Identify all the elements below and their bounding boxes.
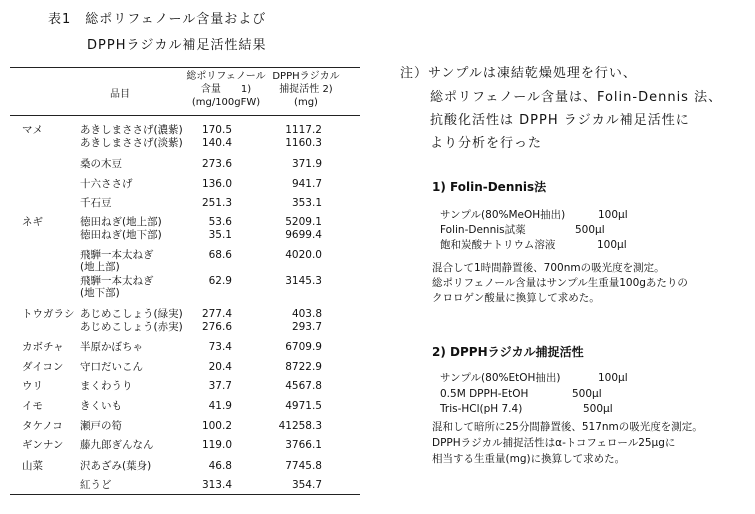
header-dpph-line2: 捕捉活性 2) — [279, 84, 333, 95]
row-poly-value: 53.6 — [208, 216, 232, 228]
row-dpph-value: 3766.1 — [285, 439, 322, 451]
note-line4: より分析を行った — [430, 136, 543, 151]
row-item: 半原かぼちゃ — [80, 341, 143, 353]
method1-reagent3-name: 飽和炭酸ナトリウム溶液 — [440, 239, 556, 251]
method1-reagent2-name: Folin-Dennis試薬 — [440, 224, 526, 236]
row-dpph-value: 293.7 — [291, 321, 322, 333]
note-line2: 総ポリフェノール含量は、Folin-Dennis 法、 — [430, 90, 723, 105]
header-poly-line3: (mg/100gFW) — [191, 97, 261, 108]
header-item: 品目 — [110, 89, 130, 100]
category-label: ネギ — [22, 216, 43, 228]
row-item: 十六ささげ — [80, 178, 133, 190]
row-item: 守口だいこん — [80, 361, 143, 373]
row-item: 徳田ねぎ(地下部) — [80, 229, 162, 241]
category-label: イモ — [22, 400, 43, 412]
header-poly-line2: 含量 1) — [200, 84, 252, 95]
row-dpph-value: 6709.9 — [285, 341, 322, 353]
category-label: ウリ — [22, 380, 43, 392]
row-poly-value: 100.2 — [201, 420, 232, 432]
row-item: あじめこしょう(緑実) — [80, 308, 183, 320]
method1-reagent2-amount: 500μl — [575, 224, 605, 236]
method2-text1: 混和して暗所に25分間静置後、517nmの吸光度を測定。 — [432, 421, 703, 433]
method2-reagent2-name: 0.5M DPPH-EtOH — [440, 388, 529, 400]
row-item: 徳田ねぎ(地上部) — [80, 216, 162, 228]
row-dpph-value: 941.7 — [291, 178, 322, 190]
row-item: 飛騨一本太ねぎ — [80, 275, 154, 287]
header-poly-line1: 総ポリフェノール — [186, 71, 266, 82]
row-dpph-value: 8722.9 — [285, 361, 322, 373]
row-dpph-value: 4567.8 — [285, 380, 322, 392]
row-poly-value: 20.4 — [208, 361, 232, 373]
row-item-sub: (地下部) — [80, 287, 120, 299]
row-item: あきしまささげ(淡紫) — [80, 137, 183, 149]
row-poly-value: 273.6 — [201, 158, 232, 170]
category-label: ダイコン — [22, 361, 64, 373]
method2-reagent3-name: Tris-HCl(pH 7.4) — [440, 403, 523, 415]
header-dpph-line1: DPPHラジカル — [272, 71, 340, 82]
row-poly-value: 277.4 — [201, 308, 232, 320]
row-poly-value: 313.4 — [201, 479, 232, 491]
method2-reagent2-amount: 500μl — [572, 388, 602, 400]
category-label: 山菜 — [22, 460, 43, 472]
method2-text3: 相当する生重量(mg)に換算して求めた。 — [432, 453, 626, 465]
row-dpph-value: 9699.4 — [285, 229, 322, 241]
row-item: 桑の木豆 — [80, 158, 122, 170]
row-poly-value: 276.6 — [201, 321, 232, 333]
row-item: 沢あざみ(葉身) — [80, 460, 152, 472]
table-bottom-rule — [10, 494, 360, 495]
method1-heading: 1) Folin-Dennis法 — [432, 180, 547, 194]
row-poly-value: 136.0 — [201, 178, 232, 190]
row-item: 藤九郎ぎんなん — [80, 439, 154, 451]
table-top-rule — [10, 67, 360, 68]
table-title-line1: 表1 総ポリフェノール含量および — [48, 12, 267, 27]
note-line1: 注）サンプルは凍結乾燥処理を行い、 — [400, 66, 637, 81]
method1-text3: クロロゲン酸量に換算して求めた。 — [432, 292, 600, 304]
category-label: カボチャ — [22, 341, 64, 353]
note-line3: 抗酸化活性は DPPH ラジカル補足活性に — [430, 113, 690, 128]
method2-heading: 2) DPPHラジカル捕捉活性 — [432, 345, 584, 359]
row-dpph-value: 4971.5 — [285, 400, 322, 412]
row-item: 瀬戸の筍 — [80, 420, 122, 432]
method2-reagent1-name: サンプル(80%EtOH抽出) — [440, 372, 561, 384]
row-poly-value: 46.8 — [208, 460, 232, 472]
category-label: ギンナン — [22, 439, 64, 451]
method1-reagent1-amount: 100μl — [598, 209, 628, 221]
row-poly-value: 73.4 — [208, 341, 232, 353]
method2-reagent1-amount: 100μl — [598, 372, 628, 384]
method2-reagent3-amount: 500μl — [583, 403, 613, 415]
row-poly-value: 41.9 — [208, 400, 232, 412]
row-dpph-value: 41258.3 — [278, 420, 322, 432]
row-dpph-value: 4020.0 — [285, 249, 322, 261]
method1-text1: 混合して1時間静置後、700nmの吸光度を測定。 — [432, 262, 665, 274]
row-dpph-value: 7745.8 — [285, 460, 322, 472]
row-dpph-value: 354.7 — [291, 479, 322, 491]
row-poly-value: 119.0 — [201, 439, 232, 451]
row-item-sub: (地上部) — [80, 261, 120, 273]
row-poly-value: 170.5 — [201, 124, 232, 136]
row-poly-value: 35.1 — [208, 229, 232, 241]
row-item: あきしまささげ(濃紫) — [80, 124, 183, 136]
row-dpph-value: 1160.3 — [285, 137, 322, 149]
row-poly-value: 251.3 — [201, 197, 232, 209]
method1-reagent3-amount: 100μl — [597, 239, 627, 251]
category-label: トウガラシ — [22, 308, 75, 320]
row-dpph-value: 353.1 — [291, 197, 322, 209]
table-header-rule — [10, 115, 360, 116]
row-poly-value: 68.6 — [208, 249, 232, 261]
row-poly-value: 140.4 — [201, 137, 232, 149]
row-item: あじめこしょう(赤実) — [80, 321, 183, 333]
row-item: きくいも — [80, 400, 122, 412]
header-dpph-line3: (mg) — [294, 97, 318, 108]
row-dpph-value: 403.8 — [291, 308, 322, 320]
row-poly-value: 37.7 — [208, 380, 232, 392]
category-label: タケノコ — [22, 420, 63, 432]
row-dpph-value: 371.9 — [291, 158, 322, 170]
row-item: 千石豆 — [80, 197, 112, 209]
row-dpph-value: 1117.2 — [285, 124, 322, 136]
row-dpph-value: 3145.3 — [285, 275, 322, 287]
table-title-line2: DPPHラジカル補足活性結果 — [87, 38, 267, 53]
row-item: 紅うど — [80, 479, 112, 491]
row-poly-value: 62.9 — [208, 275, 232, 287]
category-label: マメ — [22, 124, 43, 136]
row-item: まくわうり — [80, 380, 133, 392]
method2-text2: DPPHラジカル捕捉活性はα-トコフェロール25μgに — [432, 437, 676, 449]
method1-text2: 総ポリフェノール含量はサンプル生重量100gあたりの — [432, 277, 688, 289]
method1-reagent1-name: サンプル(80%MeOH抽出) — [440, 209, 566, 221]
row-item: 飛騨一本太ねぎ — [80, 249, 154, 261]
row-dpph-value: 5209.1 — [285, 216, 322, 228]
